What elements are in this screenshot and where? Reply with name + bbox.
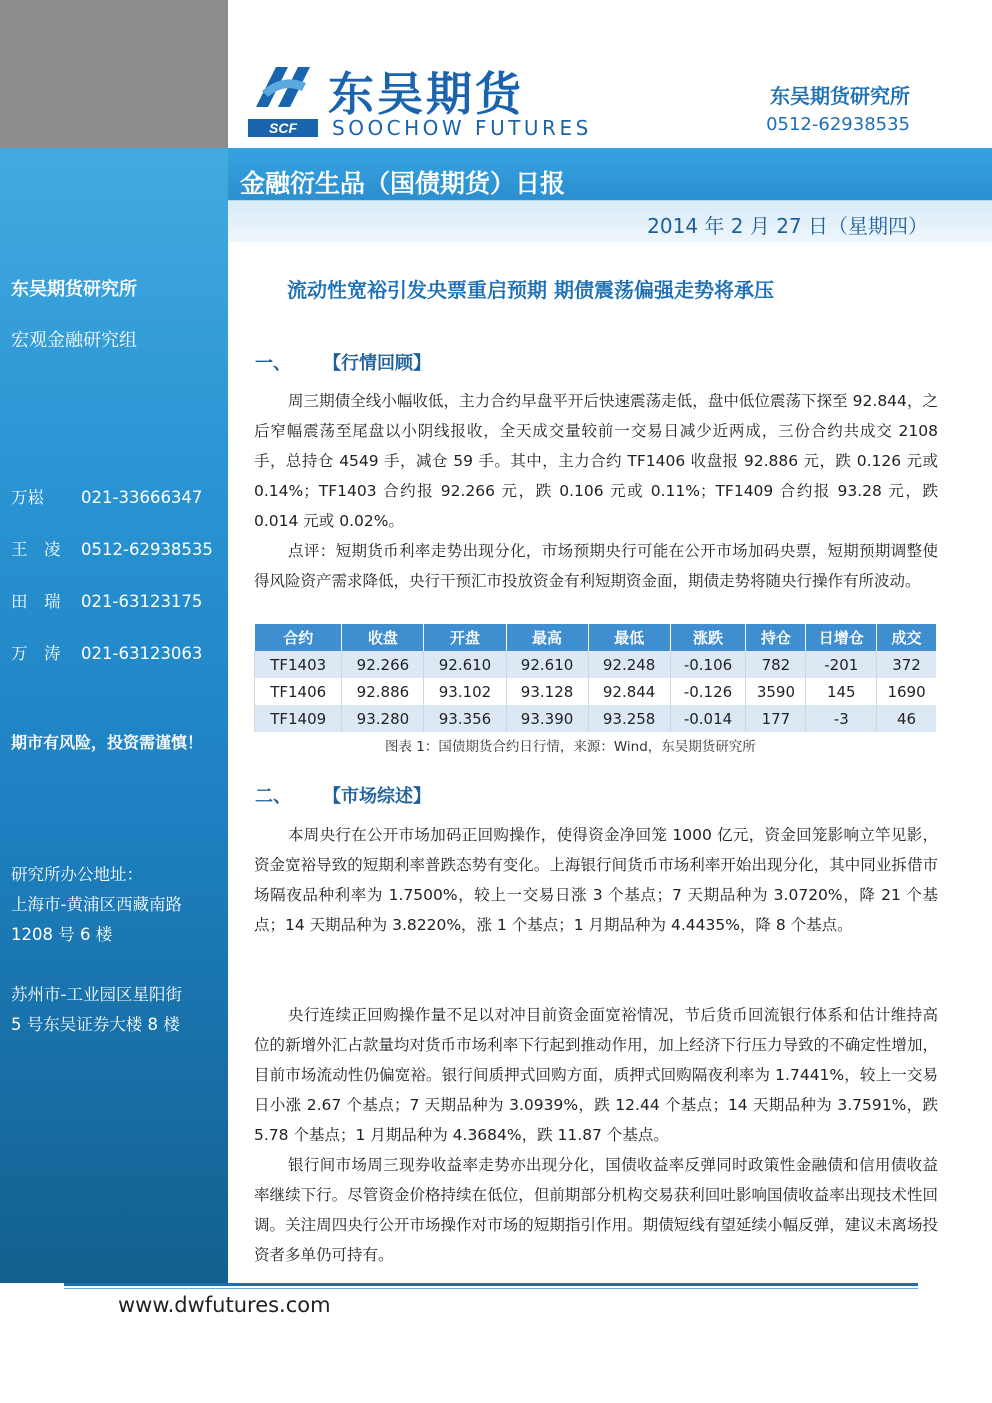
paragraph-commentary: 点评：短期货币利率走势出现分化，市场预期央行可能在公开市场加码央票，短期预期调整使得风险资产需求降低，央行干预汇市投放资金有利短期资金面，期债走势将随央行操作有所波动。	[254, 542, 938, 590]
contact-name: 万崧	[11, 488, 44, 507]
paragraph: 周三期债全线小幅收低，主力合约早盘平开后快速震荡走低，盘中低位震荡下探至 92.844，之后窄幅震荡至尾盘以小阴线报收，全天成交量较前一交易日减少近两成，三份合约共成交 2108 手，总持仓 4549 手，减仓 59 手。其中，主力合约 TF1406 收盘报 92.886 元，跌 0.126 元或 0.14%；TF1403 合约报 92.266 元，跌 0.106 元或 0.11%；TF1409 合约报 93.28 元，跌 0.014 元或 0.02%。	[254, 392, 938, 530]
table-cell: 177	[746, 705, 806, 732]
address-line: 苏州市-工业园区星阳街	[11, 985, 182, 1004]
header-institute: 东吴期货研究所	[770, 84, 910, 108]
table-cell: 3590	[746, 678, 806, 705]
table-cell: 145	[806, 678, 877, 705]
table-cell: 93.390	[506, 705, 588, 732]
table-cell: 782	[746, 651, 806, 678]
logo-english: SOOCHOW FUTURES	[332, 116, 592, 140]
quotes-table	[254, 624, 936, 732]
table-cell: 372	[877, 651, 936, 678]
section-title: 【市场综述】	[323, 786, 431, 807]
contact-phone: 0512-62938535	[81, 540, 213, 559]
table-cell: 93.258	[588, 705, 670, 732]
contact-phone: 021-63123063	[81, 644, 203, 663]
sidebar-top-block	[0, 0, 228, 148]
table-header-cell: 合约	[255, 624, 342, 651]
contact-name: 万 涛	[11, 644, 61, 663]
table-cell: TF1406	[255, 678, 342, 705]
table-cell: 46	[877, 705, 936, 732]
scf-logo-icon	[248, 63, 318, 137]
contact-name: 王 凌	[11, 540, 61, 559]
table-cell: 92.266	[342, 651, 424, 678]
address-line: 上海市-黄浦区西藏南路	[11, 895, 182, 914]
table-cell: 93.356	[424, 705, 506, 732]
table-header-cell: 持仓	[746, 624, 806, 651]
footer-divider	[64, 1283, 918, 1286]
table-cell: -0.126	[670, 678, 746, 705]
office-address-shanghai	[11, 860, 182, 950]
section-heading-market-review	[255, 349, 431, 375]
risk-warning: 期市有风险，投资需谨慎！	[11, 733, 204, 752]
table-cell: 93.280	[342, 705, 424, 732]
sidebar-institute: 东吴期货研究所	[11, 279, 137, 300]
table-cell: 92.610	[424, 651, 506, 678]
contact-row	[11, 536, 213, 560]
article-title: 流动性宽裕引发央票重启预期 期债震荡偏强走势将承压	[287, 278, 774, 302]
table-cell: 92.886	[342, 678, 424, 705]
table-row	[255, 651, 937, 678]
table-header-row	[255, 624, 937, 651]
table-cell: 1690	[877, 678, 936, 705]
report-date: 2014 年 2 月 27 日（星期四）	[647, 214, 928, 238]
contact-name: 田 瑞	[11, 592, 61, 611]
address-line: 1208 号 6 楼	[11, 925, 113, 944]
table-cell: -3	[806, 705, 877, 732]
section-number: 一、	[255, 353, 291, 374]
contact-phone: 021-63123175	[81, 592, 203, 611]
section-number: 二、	[255, 786, 291, 807]
table-header-cell: 最高	[506, 624, 588, 651]
table-cell: -0.014	[670, 705, 746, 732]
section-title: 【行情回顾】	[323, 353, 431, 374]
table-cell: 93.128	[506, 678, 588, 705]
contact-row	[11, 484, 202, 508]
svg-text:SCF: SCF	[269, 120, 297, 136]
address-line: 5 号东吴证券大楼 8 楼	[11, 1015, 180, 1034]
header-phone: 0512-62938535	[766, 114, 910, 135]
office-address-suzhou	[11, 980, 182, 1040]
table-header-cell: 日增仓	[806, 624, 877, 651]
table-header-cell: 收盘	[342, 624, 424, 651]
table-header-cell: 涨跌	[670, 624, 746, 651]
table-header-cell: 最低	[588, 624, 670, 651]
paragraph: 本周央行在公开市场加码正回购操作，使得资金净回笼 1000 亿元，资金回笼影响立竿见影，资金宽裕导致的短期利率普跌态势有变化。上海银行间货币市场利率开始出现分化，其中同业拆借市场隔夜品种利率为 1.7500%，较上一交易日涨 3 个基点；7 天期品种为 3.0720%，降 21 个基点；14 天期品种为 3.8220%，涨 1 个基点；1 月期品种为 4.4435%，降 8 个基点。	[254, 826, 938, 934]
table-cell: -0.106	[670, 651, 746, 678]
table-row	[255, 678, 937, 705]
table-cell: 92.844	[588, 678, 670, 705]
table-cell: 93.102	[424, 678, 506, 705]
table-header-cell: 开盘	[424, 624, 506, 651]
report-title: 金融衍生品（国债期货）日报	[240, 169, 566, 198]
paragraph: 银行间市场周三现券收益率走势亦出现分化，国债收益率反弹同时政策性金融债和信用债收益率继续下行。尽管资金价格持续在低位，但前期部分机构交易获利回吐影响国债收益率出现技术性回调。关注周四央行公开市场操作对市场的短期指引作用。期债短线有望延续小幅反弹，建议未离场投资者多单仍可持有。	[254, 1156, 938, 1264]
contact-phone: 021-33666347	[81, 488, 203, 507]
table-cell: TF1403	[255, 651, 342, 678]
contact-row	[11, 640, 202, 664]
table-caption: 图表 1：国债期货合约日行情，来源：Wind，东吴期货研究所	[385, 739, 756, 755]
table-cell: -201	[806, 651, 877, 678]
table-row	[255, 705, 937, 732]
table-cell: 92.248	[588, 651, 670, 678]
contact-row	[11, 588, 202, 612]
address-line: 研究所办公地址：	[11, 865, 143, 884]
table-cell: 92.610	[506, 651, 588, 678]
footer-website-link[interactable]: www.dwfutures.com	[118, 1293, 331, 1317]
section-heading-market-summary	[255, 782, 431, 808]
footer-divider-thin	[64, 1288, 918, 1289]
table-header-cell: 成交	[877, 624, 936, 651]
logo-chinese: 东吴期货	[328, 67, 524, 121]
paragraph: 央行连续正回购操作量不足以对冲目前资金面宽裕情况，节后货币回流银行体系和估计维持高位的新增外汇占款量均对货币市场利率下行起到推动作用，加上经济下行压力导致的不确定性增加，目前市场流动性仍偏宽裕。银行间质押式回购方面，质押式回购隔夜利率为 1.7441%，较上一交易日小涨 2.67 个基点；7 天期品种为 3.0939%，跌 12.44 个基点；14 天期品种为 3.7591%，跌 5.78 个基点；1 月期品种为 4.3684%，跌 11.87 个基点。	[254, 1006, 938, 1144]
sidebar-group: 宏观金融研究组	[11, 330, 137, 351]
table-cell: TF1409	[255, 705, 342, 732]
